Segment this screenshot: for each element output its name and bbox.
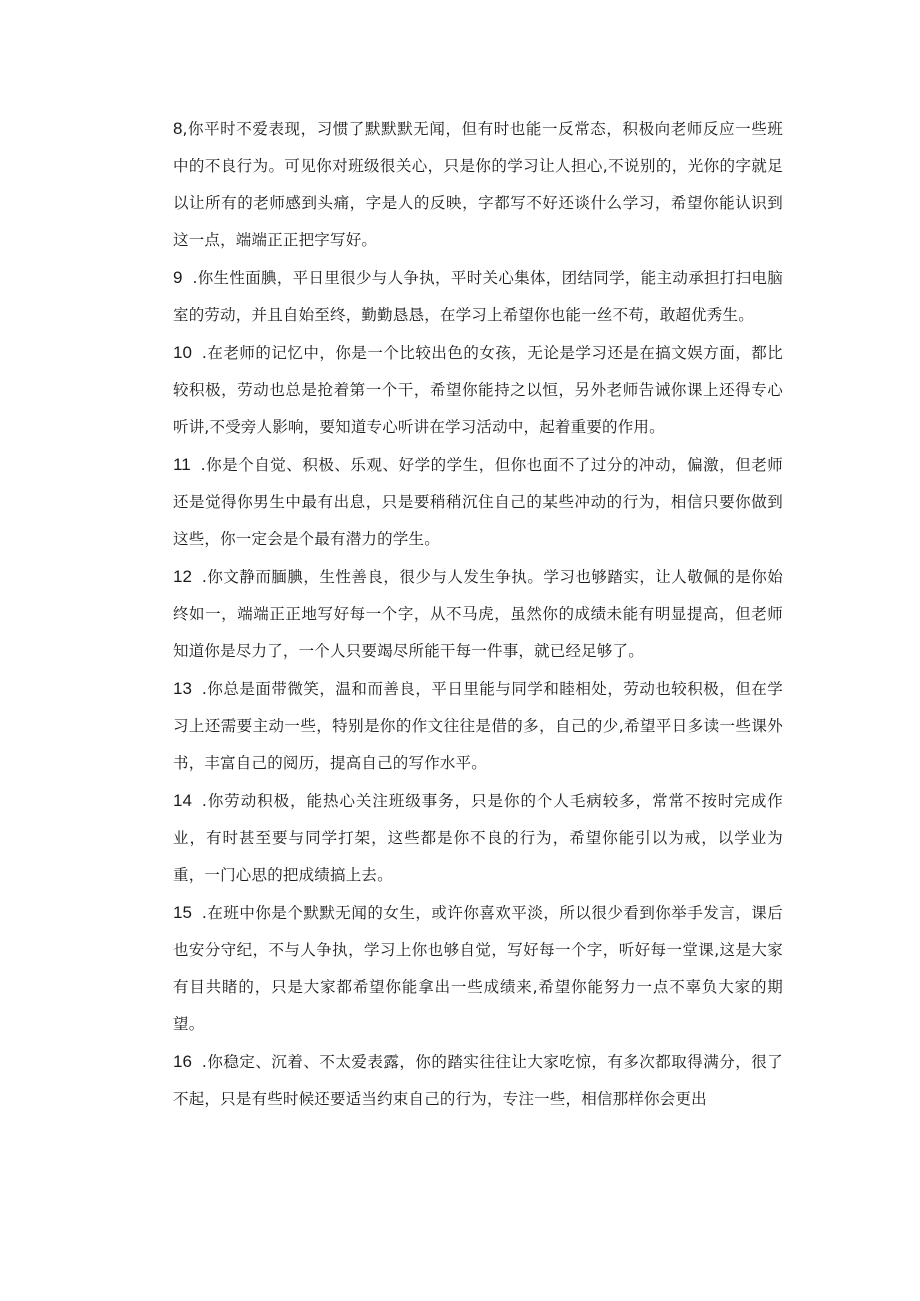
item-number: 13 bbox=[173, 679, 192, 698]
item-separator: . bbox=[201, 904, 208, 922]
item-separator: , bbox=[182, 120, 188, 138]
paragraph-16 bbox=[173, 1043, 783, 1118]
item-separator: . bbox=[201, 568, 208, 586]
paragraph-13 bbox=[173, 670, 783, 782]
item-number: 8 bbox=[173, 119, 183, 138]
paragraph-9 bbox=[173, 259, 783, 334]
item-separator: . bbox=[201, 680, 208, 698]
document-body bbox=[173, 110, 783, 1118]
paragraph-15 bbox=[173, 894, 783, 1043]
paragraph-text: 你生性面腆，平日里很少与人争执，平时关心集体，团结同学，能主动承担打扫电脑室的劳动，并且自始至终，勤勤恳恳，在学习上希望你也能一丝不苟，敢超优秀生。 bbox=[173, 269, 783, 324]
item-separator: . bbox=[201, 792, 208, 810]
item-separator: . bbox=[201, 344, 208, 362]
item-number: 9 bbox=[173, 268, 183, 287]
paragraph-text: 你文静而腼腆，生性善良，很少与人发生争执。学习也够踏实，让人敬佩的是你始终如一，端端正正地写好每一个字，从不马虎，虽然你的成绩未能有明显提高，但老师知道你是尽力了，一个人只要竭尽所能干每一件事，就已经足够了。 bbox=[173, 568, 783, 660]
paragraph-text: 在老师的记忆中，你是一个比较出色的女孩，无论是学习还是在搞文娱方面，都比较积极，劳动也总是抢着第一个干，希望你能持之以恒，另外老师告诫你课上还得专心听讲,不受旁人影响，要知道专心听讲在学习活动中，起着重要的作用。 bbox=[173, 344, 783, 436]
paragraph-10 bbox=[173, 334, 783, 446]
paragraph-text: 你总是面带微笑，温和而善良，平日里能与同学和睦相处，劳动也较积极，但在学习上还需要主动一些，特别是你的作文往往是借的多，自己的少,希望平日多读一些课外书，丰富自己的阅历，提高自己的写作水平。 bbox=[173, 680, 783, 772]
item-number: 15 bbox=[173, 903, 192, 922]
item-separator: . bbox=[192, 269, 198, 287]
item-number: 10 bbox=[173, 343, 192, 362]
paragraph-11 bbox=[173, 446, 783, 558]
paragraph-12 bbox=[173, 558, 783, 670]
paragraph-text: 在班中你是个默默无闻的女生，或许你喜欢平淡，所以很少看到你举手发言，课后也安分守纪，不与人争执，学习上你也够自觉，写好每一个字，听好每一堂课,这是大家有目共睹的，只是大家都希望你能拿出一些成绩来,希望你能努力一点不辜负大家的期望。 bbox=[173, 904, 783, 1033]
paragraph-text: 你是个自觉、积极、乐观、好学的学生，但你也面不了过分的冲动，偏激，但老师还是觉得你男生中最有出息，只是要稍稍沉住自己的某些冲动的行为，相信只要你做到这些，你一定会是个最有潜力的学生。 bbox=[173, 456, 783, 548]
paragraph-text: 你劳动积极，能热心关注班级事务，只是你的个人毛病较多，常常不按时完成作业，有时甚至要与同学打架，这些都是你不良的行为，希望你能引以为戒，以学业为重，一门心思的把成绩搞上去。 bbox=[173, 792, 783, 884]
item-separator: . bbox=[200, 456, 206, 474]
paragraph-text: 你稳定、沉着、不太爱表露，你的踏实往往让大家吃惊，有多次都取得满分，很了不起，只是有些时候还要适当约束自己的行为，专注一些，相信那样你会更出 bbox=[173, 1053, 783, 1108]
item-number: 11 bbox=[173, 455, 191, 474]
item-separator: . bbox=[201, 1053, 208, 1071]
item-number: 16 bbox=[173, 1052, 192, 1071]
paragraph-8 bbox=[173, 110, 783, 259]
paragraph-14 bbox=[173, 782, 783, 894]
item-number: 12 bbox=[173, 567, 192, 586]
item-number: 14 bbox=[173, 791, 192, 810]
paragraph-text: 你平时不爱表现，习惯了默默默无闻，但有时也能一反常态，积极向老师反应一些班中的不良行为。可见你对班级很关心，只是你的学习让人担心,不说别的，光你的字就足以让所有的老师感到头痛，字是人的反映，字都写不好还谈什么学习，希望你能认识到这一点，端端正正把字写好。 bbox=[173, 120, 783, 249]
